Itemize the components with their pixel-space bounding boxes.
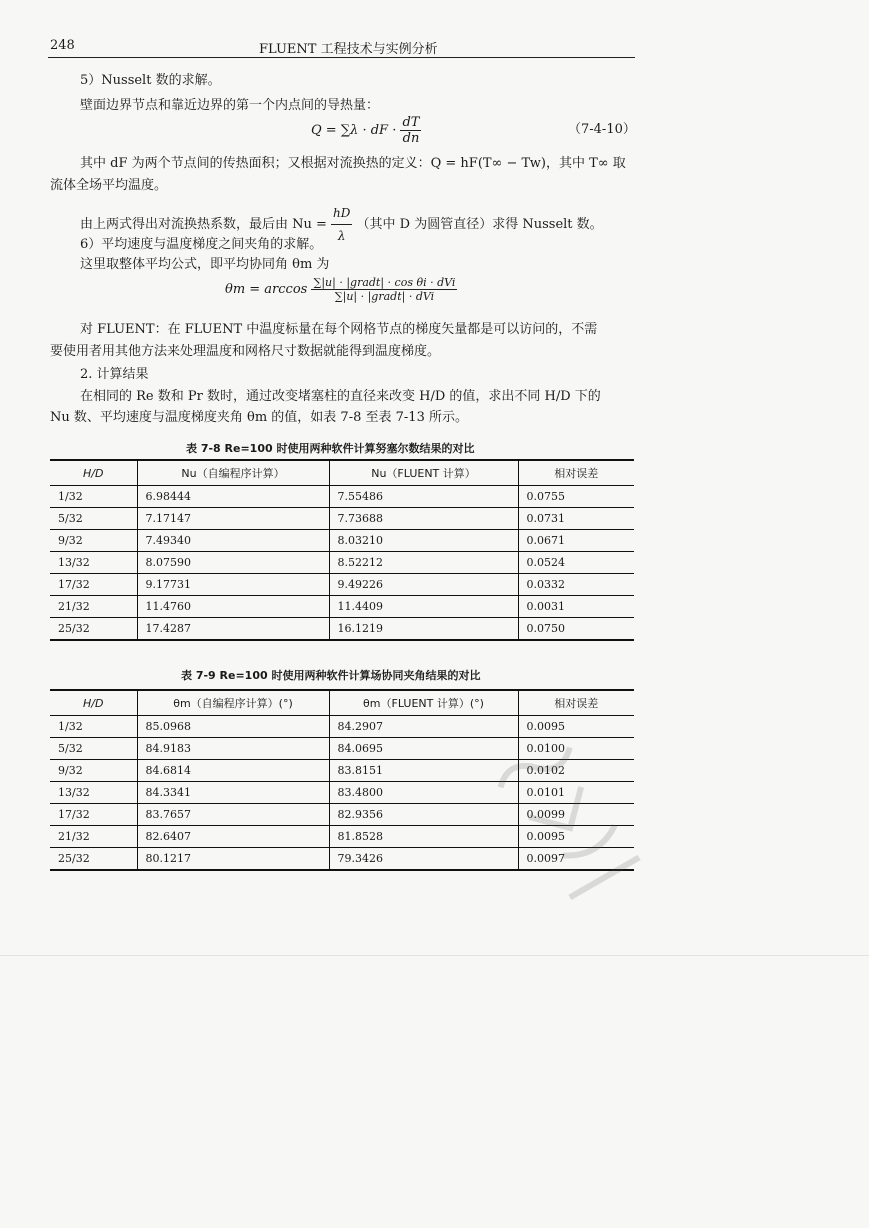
column-header-relative-error: 相对误差: [518, 460, 634, 486]
table-cell: 13/32: [50, 552, 137, 574]
paragraph-heat-area-cont: 流体全场平均温度。: [50, 178, 168, 193]
table-cell: 17/32: [50, 804, 137, 826]
fluent-paragraph-line-2: 要使用者用其他方法来处理温度和网格尺寸数据就能得到温度梯度。: [50, 344, 441, 359]
table-cell: 0.0101: [518, 782, 634, 804]
table-cell: 25/32: [50, 618, 137, 641]
table-cell: 0.0097: [518, 848, 634, 871]
nusselt-text-b: （其中 D 为圆管直径）求得 Nusselt 数。: [356, 217, 603, 232]
synergy-numerator: ∑|u| · |gradt| · cos θi · dVi: [313, 276, 456, 289]
table-cell: 1/32: [50, 486, 137, 508]
table-7-8: [50, 459, 634, 641]
nusselt-denominator: λ: [337, 229, 346, 243]
table-cell: 84.9183: [137, 738, 329, 760]
results-paragraph-line-1: 在相同的 Re 数和 Pr 数时，通过改变堵塞柱的直径来改变 H/D 的值，求出不同 H/D 下的: [80, 389, 601, 404]
table-cell: 84.2907: [329, 716, 518, 738]
table-cell: 11.4409: [329, 596, 518, 618]
equation-7-4-10: [311, 115, 421, 146]
table-cell: 8.52212: [329, 552, 518, 574]
table-cell: 7.55486: [329, 486, 518, 508]
column-header-hd: H/D: [50, 460, 137, 486]
table-cell: 0.0671: [518, 530, 634, 552]
table-cell: 7.73688: [329, 508, 518, 530]
table-row: [50, 552, 634, 574]
results-heading: 2. 计算结果: [80, 367, 149, 382]
table-row: [50, 618, 634, 641]
column-header-angle-self: θm（自编程序计算）(°): [137, 690, 329, 716]
equation-synergy-angle: [225, 276, 457, 303]
equation-fraction: [400, 115, 421, 146]
table-cell: 9/32: [50, 760, 137, 782]
section-5-intro: 壁面边界节点和靠近边界的第一个内点间的导热量：: [80, 98, 380, 113]
table-cell: 11.4760: [137, 596, 329, 618]
table-cell: 79.3426: [329, 848, 518, 871]
table-cell: 84.3341: [137, 782, 329, 804]
table-cell: 0.0755: [518, 486, 634, 508]
table-7-8-caption: 表 7-8 Re=100 时使用两种软件计算努塞尔数结果的对比: [186, 442, 475, 455]
table-cell: 17.4287: [137, 618, 329, 641]
table-cell: 82.9356: [329, 804, 518, 826]
watermark-stamp: [480, 690, 680, 920]
table-cell: 16.1219: [329, 618, 518, 641]
nusselt-fraction: [331, 202, 352, 247]
column-header-nu-fluent: Nu（FLUENT 计算）: [329, 460, 518, 486]
table-cell: 0.0099: [518, 804, 634, 826]
table-row: [50, 596, 634, 618]
table-row: [50, 486, 634, 508]
nusselt-text-a: 由上两式得出对流换热系数，最后由 Nu =: [80, 217, 327, 232]
table-cell: 0.0102: [518, 760, 634, 782]
table-cell: 6.98444: [137, 486, 329, 508]
table-cell: 9.17731: [137, 574, 329, 596]
nusselt-numerator: hD: [331, 202, 352, 225]
table-cell: 0.0731: [518, 508, 634, 530]
results-paragraph-line-2: Nu 数、平均速度与温度梯度夹角 θm 的值，如表 7-8 至表 7-13 所示。: [50, 410, 468, 425]
running-header-title: FLUENT 工程技术与实例分析: [259, 42, 438, 57]
table-cell: 0.0031: [518, 596, 634, 618]
table-cell: 7.17147: [137, 508, 329, 530]
table-cell: 80.1217: [137, 848, 329, 871]
table-cell: 83.7657: [137, 804, 329, 826]
table-cell: 0.0524: [518, 552, 634, 574]
table-cell: 85.0968: [137, 716, 329, 738]
table-row: [50, 574, 634, 596]
table-cell: 84.6814: [137, 760, 329, 782]
table-cell: 0.0100: [518, 738, 634, 760]
table-cell: 21/32: [50, 826, 137, 848]
table-cell: 17/32: [50, 574, 137, 596]
table-cell: 5/32: [50, 738, 137, 760]
table-cell: 8.03210: [329, 530, 518, 552]
table-cell: 25/32: [50, 848, 137, 871]
table-header-row: [50, 460, 634, 486]
table-cell: 82.6407: [137, 826, 329, 848]
fluent-paragraph-line-1: 对 FLUENT：在 FLUENT 中温度标量在每个网格节点的梯度矢量都是可以访问的，不需: [80, 322, 598, 337]
table-cell: 0.0095: [518, 826, 634, 848]
table-row: [50, 530, 634, 552]
table-cell: 21/32: [50, 596, 137, 618]
column-header-relative-error: 相对误差: [518, 690, 634, 716]
equation-number: （7-4-10）: [568, 122, 636, 137]
table-cell: 83.8151: [329, 760, 518, 782]
header-rule: [48, 57, 635, 58]
table-cell: 0.0750: [518, 618, 634, 641]
fraction-denominator: dn: [402, 131, 420, 146]
table-cell: 83.4800: [329, 782, 518, 804]
table-cell: 5/32: [50, 508, 137, 530]
table-cell: 8.07590: [137, 552, 329, 574]
table-cell: 13/32: [50, 782, 137, 804]
table-cell: 7.49340: [137, 530, 329, 552]
column-header-hd: H/D: [50, 690, 137, 716]
column-header-angle-fluent: θm（FLUENT 计算）(°): [329, 690, 518, 716]
table-row: [50, 508, 634, 530]
table-cell: 81.8528: [329, 826, 518, 848]
synergy-denominator: ∑|u| · |gradt| · dVi: [334, 290, 435, 303]
paragraph-heat-area: 其中 dF 为两个节点间的传热面积；又根据对流换热的定义：Q = hF(T∞ − Tw)，其中 T∞ 取: [80, 156, 626, 171]
table-cell: 1/32: [50, 716, 137, 738]
table-cell: 84.0695: [329, 738, 518, 760]
synergy-lhs: θm = arccos: [225, 282, 308, 297]
section-5-heading: 5）Nusselt 数的求解。: [80, 73, 221, 88]
table-cell: 9.49226: [329, 574, 518, 596]
column-header-nu-self: Nu（自编程序计算）: [137, 460, 329, 486]
section-6-intro: 这里取整体平均公式，即平均协同角 θm 为: [80, 257, 330, 272]
page-number: 248: [50, 38, 75, 53]
equation-lhs: Q = ∑λ · dF ·: [311, 123, 397, 138]
table-7-9-caption: 表 7-9 Re=100 时使用两种软件计算场协同夹角结果的对比: [181, 669, 481, 682]
table-cell: 9/32: [50, 530, 137, 552]
scan-edge-line: [0, 955, 869, 956]
table-cell: 0.0332: [518, 574, 634, 596]
fraction-numerator: dT: [402, 115, 420, 130]
section-6-heading: 6）平均速度与温度梯度之间夹角的求解。: [80, 237, 323, 252]
table-cell: 0.0095: [518, 716, 634, 738]
synergy-fraction: [311, 276, 457, 303]
